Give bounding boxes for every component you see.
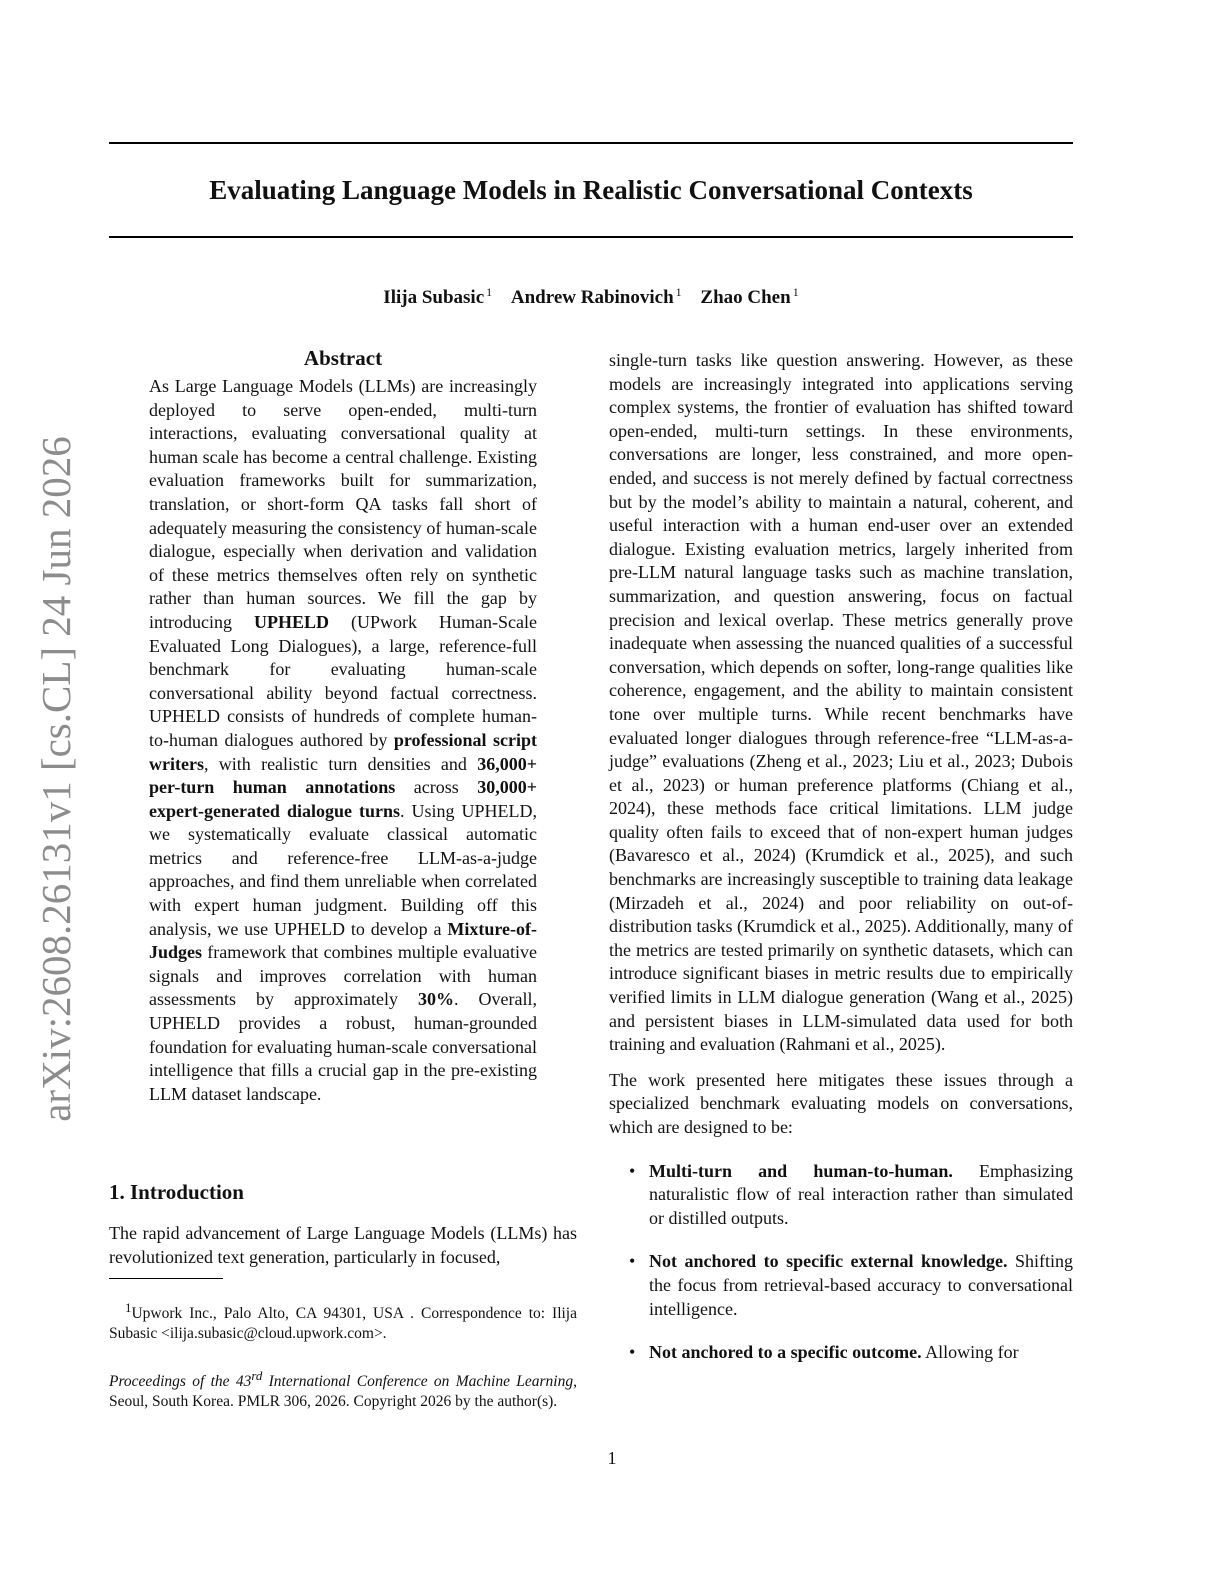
page-number: 1 xyxy=(607,1448,617,1468)
introduction-section xyxy=(109,1178,577,1269)
abstract-paragraph: As Large Language Models (LLMs) are increasingly deployed to serve open-ended, multi-turn interactions, evaluating conversational quality at human scale has become a central challenge. Existing evaluation frameworks built for summarization, translation, or short-form QA tasks fall short of adequately measuring the consistency of human-scale dialogue, especially when derivation and validation of these metrics themselves often rely on synthetic rather than human sources. We fill the gap by introducing UPHELD (UPwork Human-Scale Evaluated Long Dialogues), a large, reference-full benchmark for evaluating human-scale conversational ability beyond factual correctness. UPHELD consists of hundreds of complete human-to-human dialogues authored by professional script writers, with realistic turn densities and 36,000+ per-turn human annotations across 30,000+ expert-generated dialogue turns. Using UPHELD, we systematically evaluate classical automatic metrics and reference-free LLM-as-a-judge approaches, and find them unreliable when correlated with expert human judgment. Building off this analysis, we use UPHELD to develop a Mixture-of-Judges framework that combines multiple evaluative signals and improves correlation with human assessments by approximately 30%. Overall, UPHELD provides a robust, human-grounded foundation for evaluating human-scale conversational intelligence that fills a crucial gap in the pre-existing LLM dataset landscape. xyxy=(149,376,538,1104)
body-paragraph: The work presented here mitigates these issues through a specialized benchmark evaluating models on conversations, which are designed to be: xyxy=(609,1069,1073,1137)
footnote-rule xyxy=(109,1278,223,1279)
right-column xyxy=(609,349,1073,1385)
footnote xyxy=(109,1298,577,1412)
author: Andrew Rabinovich $^1$ xyxy=(510,285,682,309)
section-heading-introduction: 1. Introduction xyxy=(109,1180,244,1204)
title-bottom-rule xyxy=(109,236,1073,238)
design-criteria-list xyxy=(609,1160,1073,1365)
intro-paragraph: The rapid advancement of Large Language Models (LLMs) has revolutionized text generation, particularly in focused, xyxy=(109,1223,577,1267)
paper-title: Evaluating Language Models in Realistic Conversational Contexts xyxy=(209,175,973,205)
abstract-heading: Abstract xyxy=(303,346,383,370)
list-item: • Not anchored to specific external knowledge. Shifting the focus from retrieval-based accuracy to conversational intelligence. xyxy=(649,1250,1073,1321)
author: Ilija Subasic $^1$ xyxy=(383,285,493,309)
author: Zhao Chen $^1$ xyxy=(700,285,799,309)
list-item: • Multi-turn and human-to-human. Emphasizing naturalistic flow of real interaction rather than simulated or distilled outputs. xyxy=(649,1160,1073,1231)
abstract-section xyxy=(149,345,537,1106)
list-item: • Not anchored to a specific outcome. Allowing for xyxy=(649,1341,1073,1365)
arxiv-identifier: arXiv:2608.26131v1 [cs.CL] 24 Jun 2026 xyxy=(33,436,79,1122)
affiliation-footnote: $^1$Upwork Inc., Palo Alto, CA 94301, USA . Correspondence to: Ilija Subasic <ilija.subasic@cloud.upwork.com>. xyxy=(109,1300,577,1343)
top-rule xyxy=(109,142,1073,144)
body-paragraph: single-turn tasks like question answering. However, as these models are increasingly integrated into applications serving complex systems, the frontier of evaluation has shifted toward open-ended, multi-turn settings. In these environments, conversations are longer, less constrained, and more open-ended, and success is not merely defined by factual correctness but by the model’s ability to maintain a natural, coherent, and useful interaction with a human end-user over an extended dialogue. Existing evaluation metrics, largely inherited from pre-LLM natural language tasks such as machine translation, summarization, and question answering, focus on factual precision and lexical overlap. These metrics generally prove inadequate when assessing the nuanced qualities of a successful conversation, which depends on softer, long-range qualities like coherence, engagement, and the ability to maintain consistent tone over multiple turns. While recent benchmarks have evaluated longer dialogues through reference-free “LLM-as-a-judge” evaluations (Zheng et al., 2023; Liu et al., 2023; Dubois et al., 2023) or human preference platforms (Chiang et al., 2024), these methods face critical limitations. LLM judge quality often fails to exceed that of non-expert human judges (Bavaresco et al., 2024) (Krumdick et al., 2025), and such benchmarks are increasingly susceptible to training data leakage (Mirzadeh et al., 2024) and poor reliability on out-of-distribution tasks (Krumdick et al., 2025). Additionally, many of the metrics are tested primarily on synthetic datasets, which can introduce significant biases in metric results due to empirically verified limits in LLM dialogue generation (Wang et al., 2025) and persistent biases in LLM-simulated data used for both training and evaluation (Rahmani et al., 2025). xyxy=(609,350,1073,1055)
author-list xyxy=(109,279,1073,311)
proceedings-note: Proceedings of the 43rd International Conference on Machine Learning, Seoul, South Korea. PMLR 306, 2026. Copyright 2026 by the author(s). xyxy=(109,1368,577,1411)
